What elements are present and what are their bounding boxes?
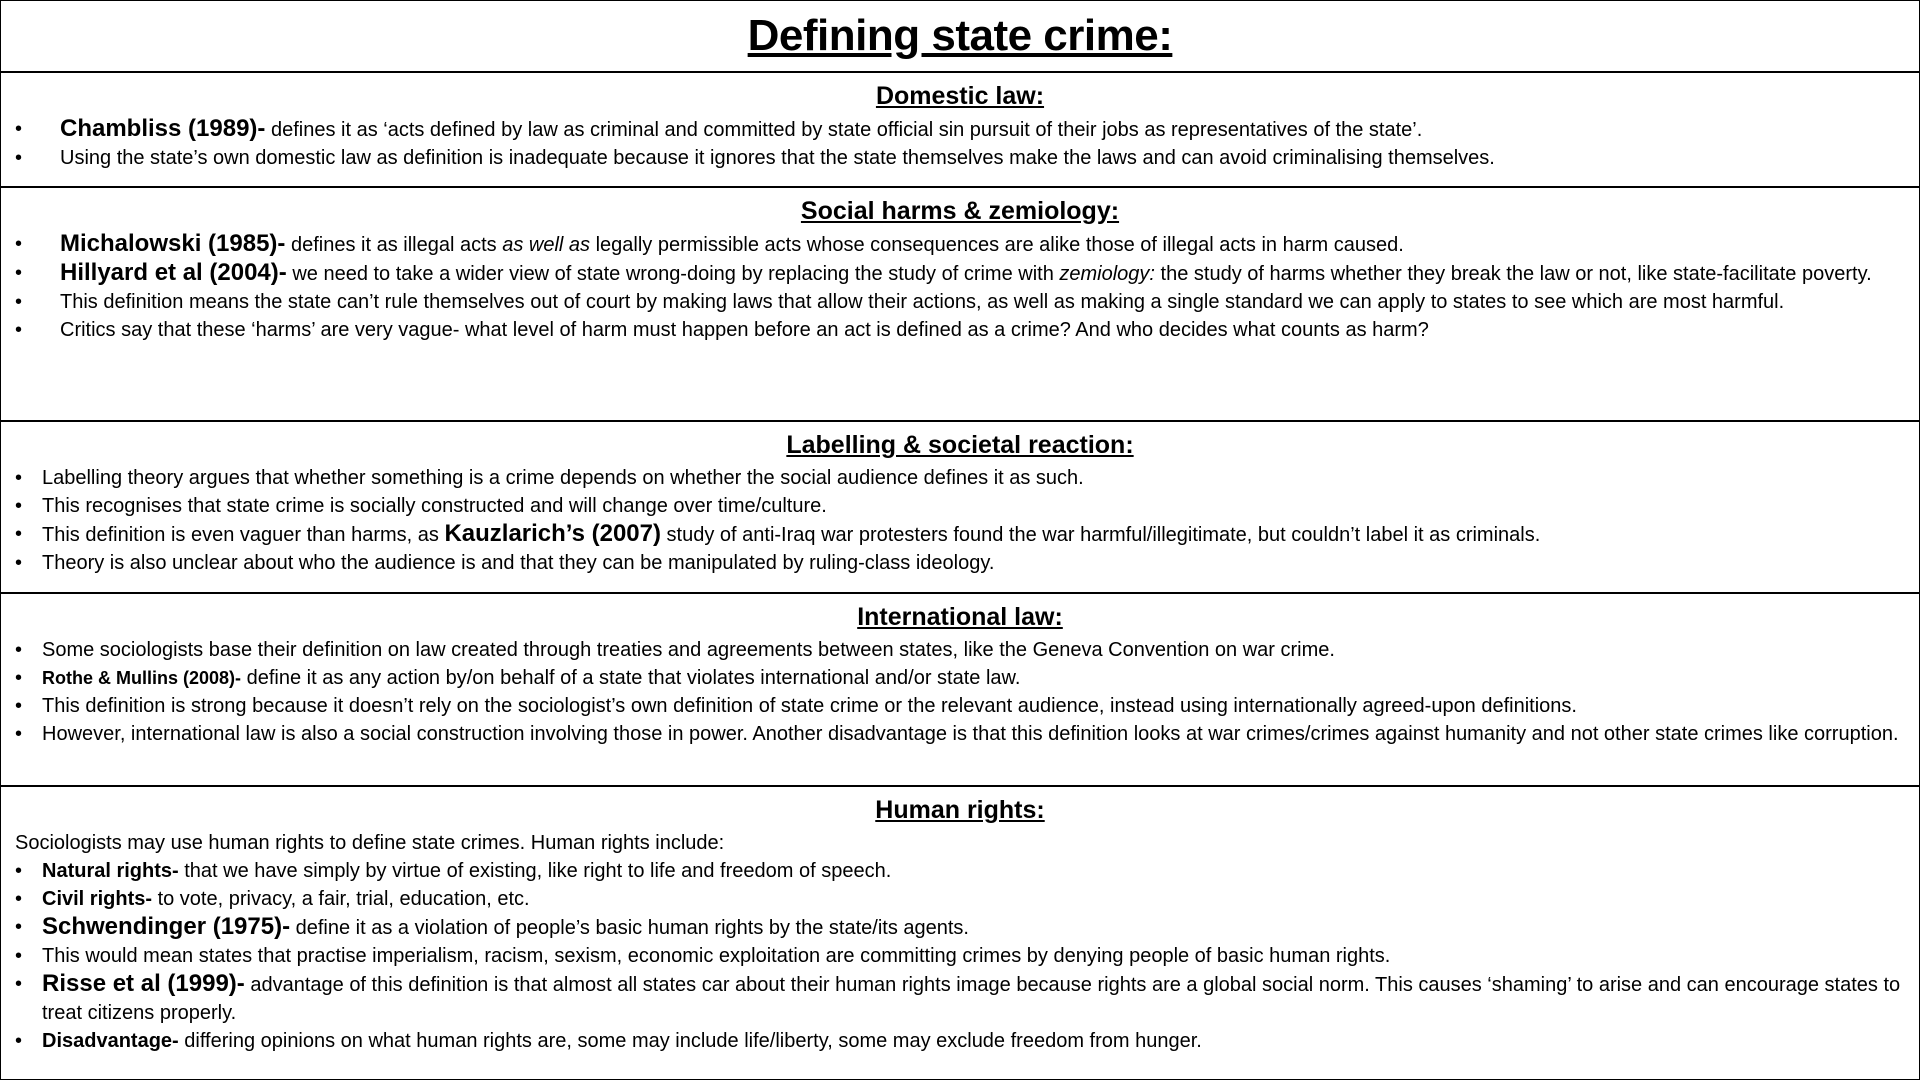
item-text: This definition means the state can’t rule themselves out of court by making laws that allow their actions, as well as making a single standard we can apply to states to see which are most harmful. xyxy=(60,291,1785,313)
item-text: study of anti-Iraq war protesters found the war harmful/illegitimate, but couldn’t label it as criminals. xyxy=(660,524,1541,546)
author-citation: Hillyard et al (2004)- xyxy=(60,259,287,286)
item-text: that we have simply by virtue of existing, like right to life and freedom of speech. xyxy=(178,860,892,882)
list-item xyxy=(15,1027,1905,1055)
bullet-list xyxy=(15,115,1905,172)
section-heading: Labelling & societal reaction: xyxy=(786,431,1134,459)
list-item xyxy=(15,857,1905,885)
item-text: Labelling theory argues that whether something is a crime depends on whether the social audience defines it as such. xyxy=(42,467,1084,489)
bullet-list xyxy=(15,636,1905,748)
section-human-rights xyxy=(1,787,1919,1082)
list-item xyxy=(15,288,1905,316)
term-label: Civil rights- xyxy=(42,888,153,910)
bullet-list xyxy=(15,464,1905,577)
list-item xyxy=(15,970,1905,1027)
list-item xyxy=(15,464,1905,492)
term-label: Disadvantage- xyxy=(42,1030,179,1052)
item-text: differing opinions on what human rights are, some may include life/liberty, some may exclude freedom from hunger. xyxy=(178,1030,1202,1052)
section-labelling xyxy=(1,422,1919,594)
item-text: This would mean states that practise imperialism, racism, sexism, economic exploitation are committing crimes by denying people of basic human rights. xyxy=(42,945,1391,967)
term-label: Natural rights- xyxy=(42,860,179,882)
list-item xyxy=(15,885,1905,913)
list-item xyxy=(15,316,1905,344)
item-text: to vote, privacy, a fair, trial, education, etc. xyxy=(152,888,530,910)
section-domestic-law xyxy=(1,73,1919,188)
item-text: Using the state’s own domestic law as definition is inadequate because it ignores that the state themselves make the laws and can avoid criminalising themselves. xyxy=(60,147,1495,169)
item-text: Some sociologists base their definition on law created through treaties and agreements between states, like the Geneva Convention on war crime. xyxy=(42,639,1335,661)
list-item xyxy=(15,913,1905,942)
item-text: defines it as ‘acts defined by law as criminal and committed by state official sin pursuit of their jobs as representatives of the state’. xyxy=(265,119,1423,141)
section-intro: Sociologists may use human rights to define state crimes. Human rights include: xyxy=(15,832,725,854)
list-item xyxy=(15,636,1905,664)
item-text: the study of harms whether they break the law or not, like state-facilitate poverty. xyxy=(1155,263,1872,285)
item-text: Theory is also unclear about who the audience is and that they can be manipulated by ruling-class ideology. xyxy=(42,552,995,574)
list-item xyxy=(15,720,1905,748)
section-heading: Human rights: xyxy=(875,796,1045,824)
list-item xyxy=(15,492,1905,520)
item-emphasis: zemiology: xyxy=(1059,263,1155,285)
list-item xyxy=(15,664,1905,692)
section-heading: Social harms & zemiology: xyxy=(800,197,1120,225)
bullet-list xyxy=(15,857,1905,1055)
item-text: Critics say that these ‘harms’ are very vague- what level of harm must happen before an act is defined as a crime? And who decides what counts as harm? xyxy=(60,319,1429,341)
list-item xyxy=(15,692,1905,720)
section-social-harms xyxy=(1,188,1919,422)
item-text: advantage of this definition is that almost all states car about their human rights image because rights are a global social norm. This causes ‘shaming’ to arise and can encourage states to treat citizens properly. xyxy=(42,974,1901,1024)
page-title: Defining state crime: xyxy=(747,11,1173,60)
author-citation: Kauzlarich’s (2007) xyxy=(444,520,661,547)
author-citation: Risse et al (1999)- xyxy=(42,970,245,997)
list-item xyxy=(15,230,1905,259)
list-item xyxy=(15,144,1905,172)
item-text: define it as a violation of people’s basic human rights by the state/its agents. xyxy=(290,917,969,939)
item-text: define it as any action by/on behalf of a state that violates international and/or state law. xyxy=(241,667,1021,689)
title-box xyxy=(1,1,1919,73)
list-item xyxy=(15,520,1905,549)
item-text: This recognises that state crime is socially constructed and will change over time/culture. xyxy=(42,495,827,517)
section-heading: Domestic law: xyxy=(875,82,1045,110)
item-text: legally permissible acts whose consequences are alike those of illegal acts in harm caused. xyxy=(590,234,1404,256)
item-emphasis: as well as xyxy=(502,234,591,256)
item-text: defines it as illegal acts xyxy=(285,234,503,256)
author-citation: Chambliss (1989)- xyxy=(60,115,266,142)
bullet-list xyxy=(15,230,1905,344)
section-heading: International law: xyxy=(857,603,1063,631)
section-international-law xyxy=(1,594,1919,787)
item-text: However, international law is also a social construction involving those in power. Another disadvantage is that this definition looks at war crimes/crimes against humanity and not other state crimes like corruption. xyxy=(42,723,1899,745)
list-item xyxy=(15,259,1905,288)
item-text: we need to take a wider view of state wrong-doing by replacing the study of crime with xyxy=(286,263,1060,285)
item-text: This definition is even vaguer than harms, as xyxy=(42,524,445,546)
author-citation: Schwendinger (1975)- xyxy=(42,913,291,940)
item-text: This definition is strong because it doesn’t rely on the sociologist’s own definition of state crime or the relevant audience, instead using internationally agreed-upon definitions. xyxy=(42,695,1577,717)
list-item xyxy=(15,549,1905,577)
author-citation: Rothe & Mullins (2008)- xyxy=(42,668,242,688)
list-item xyxy=(15,942,1905,970)
list-item xyxy=(15,115,1905,144)
author-citation: Michalowski (1985)- xyxy=(60,230,286,257)
